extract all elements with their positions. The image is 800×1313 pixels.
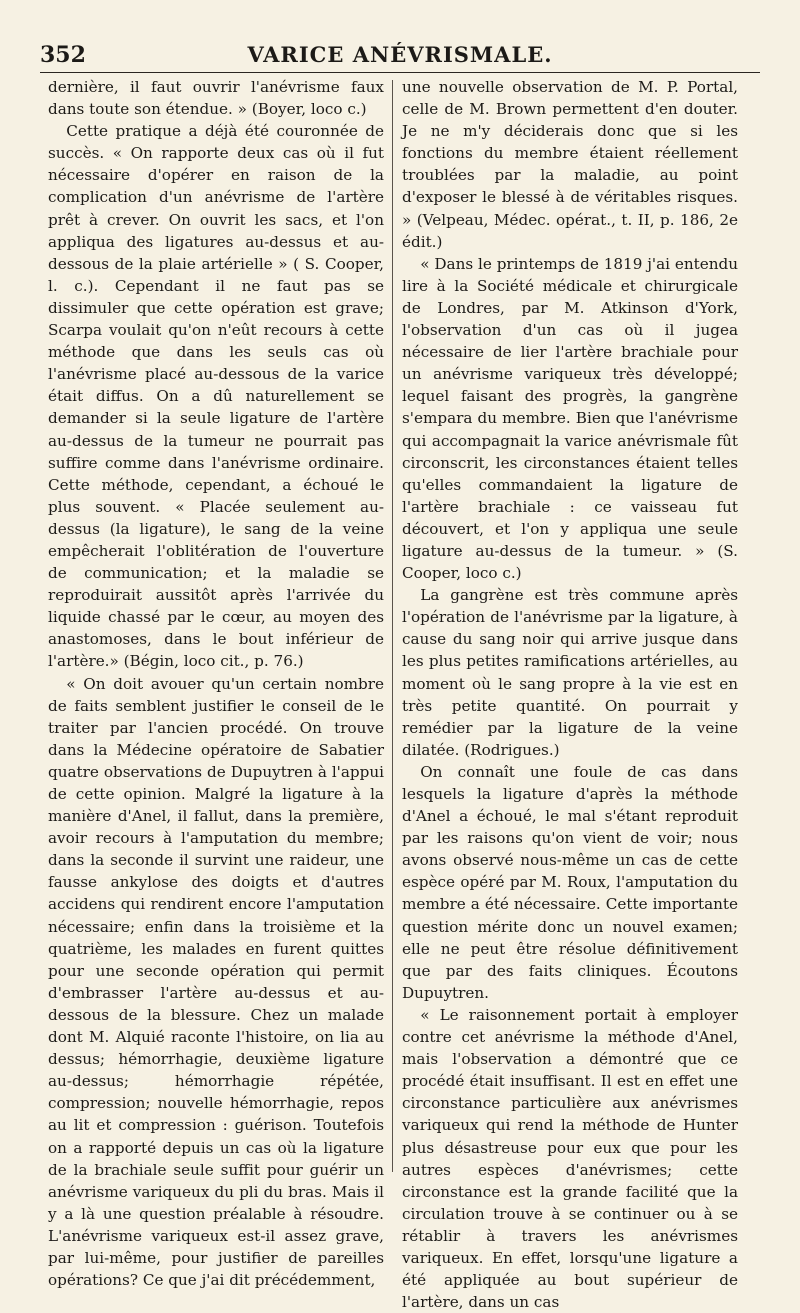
page-header: [40, 38, 760, 73]
paragraph: On connaît une foule de cas dans lesquels la ligature d'après la méthode d'Anel a échoué, le mal s'étant reproduit par les raisons qu'on vient de voir; nous avons observé nous-même un cas de cette espèce opéré par M. Roux, l'amputation du membre a été nécessaire. Cette importante question mérite donc un nouvel examen; elle ne peut être résolue définitivement que par des faits cliniques. Écoutons Dupuytren.: [402, 762, 738, 1002]
right-column: [402, 76, 738, 1313]
paragraph: une nouvelle observation de M. P. Portal, celle de M. Brown permettent d'en douter. Je ne m'y déciderais donc que si les fonctions du membre étaient réellement troublées par la maladie, au point d'exposer le blessé à de véritables risques. » (Velpeau, Médec. opérat., t. II, p. 186, 2e édit.): [402, 78, 738, 251]
paragraph: Cette pratique a déjà été couronnée de succès. « On rapporte deux cas où il fut nécessaire d'opérer en raison de la complication d'un anévrisme de l'artère prêt à crever. On ouvrit les sacs, et l'on appliqua des ligatures au-dessus et au-dessous de la plaie artérielle » ( S. Cooper, l. c.). Cependant il ne faut pas se dissimuler que cette opération est grave; Scarpa voulait qu'on n'eût recours à cette méthode que dans les seuls cas où l'anévrisme placé au-dessous de la varice était diffus. On a dû naturellement se demander si la seule ligature de l'artère au-dessus de la tumeur ne pourrait pas suffire comme dans l'anévrisme ordinaire. Cette méthode, cependant, a échoué le plus souvent. « Placée seulement au-dessus (la ligature), le sang de la veine empêcherait l'oblitération de l'ouverture de communication; et la maladie se reproduirait aussitôt après l'arrivée du liquide chassé par le cœur, au moyen des anastomoses, dans le bout inférieur de l'artère.» (Bégin, loco cit., p. 76.): [48, 122, 384, 671]
paragraph: dernière, il faut ouvrir l'anévrisme faux dans toute son étendue. » (Boyer, loco c.): [48, 78, 384, 119]
left-column: [48, 76, 384, 1291]
running-title: VARICE ANÉVRISMALE.: [247, 42, 553, 67]
paragraph: « Le raisonnement portait à employer contre cet anévrisme la méthode d'Anel, mais l'observation a démontré que ce procédé était insuffisant. Il est en effet une circonstance particulière aux anévrismes variqueux qui rend la méthode de Hunter plus désastreuse pour eux que pour les autres espèces d'anévrismes; cette circonstance est la grande facilité que la circulation trouve à se continuer ou à se rétablir à travers les anévrismes variqueux. En effet, lorsqu'une ligature a été appliquée au bout supérieur de l'artère, dans un cas: [402, 1005, 738, 1312]
page-number: 352: [40, 42, 86, 68]
column-divider: [392, 80, 393, 1172]
paragraph: « On doit avouer qu'un certain nombre de faits semblent justifier le conseil de le traiter par l'ancien procédé. On trouve dans la Médecine opératoire de Sabatier quatre observations de Dupuytren à l'appui de cette opinion. Malgré la ligature à la manière d'Anel, il fallut, dans la première, avoir recours à l'amputation du membre; dans la seconde il survint une raideur, une fausse ankylose des doigts et d'autres accidens qui rendirent encore l'amputation nécessaire; enfin dans la troisième et la quatrième, les malades en furent quittes pour une seconde opération qui permit d'embrasser l'artère au-dessus et au-dessous de la blessure. Chez un malade dont M. Alquié raconte l'histoire, on lia au dessus; hémorrhagie, deuxième ligature au-dessus; hémorrhagie répétée, compression; nouvelle hémorrhagie, repos au lit et compression : guérison. Toutefois on a rapporté depuis un cas où la ligature de la brachiale seule suffit pour guérir un anévrisme variqueux du pli du bras. Mais il y a là une question préalable à résoudre. L'anévrisme variqueux est-il assez grave, par lui-même, pour justifier de pareilles opérations? Ce que j'ai dit précédemment,: [48, 674, 384, 1290]
paragraph: « Dans le printemps de 1819 j'ai entendu lire à la Société médicale et chirurgicale de Londres, par M. Atkinson d'York, l'observation d'un cas où il jugea nécessaire de lier l'artère brachiale pour un anévrisme variqueux très développé; lequel faisant des progrès, la gangrène s'empara du membre. Bien que l'anévrisme qui accompagnait la varice anévrismale fût circonscrit, les circonstances étaient telles qu'elles commandaient la ligature de l'artère brachiale : ce vaisseau fut découvert, et l'on y appliqua une seule ligature au-dessus de la tumeur. » (S. Cooper, loco c.): [402, 254, 738, 583]
paragraph: La gangrène est très commune après l'opération de l'anévrisme par la ligature, à cause du sang noir qui arrive jusque dans les plus petites ramifications artérielles, au moment où le sang propre à la vie est en très petite quantité. On pourrait y remédier par la ligature de la veine dilatée. (Rodrigues.): [402, 586, 738, 759]
